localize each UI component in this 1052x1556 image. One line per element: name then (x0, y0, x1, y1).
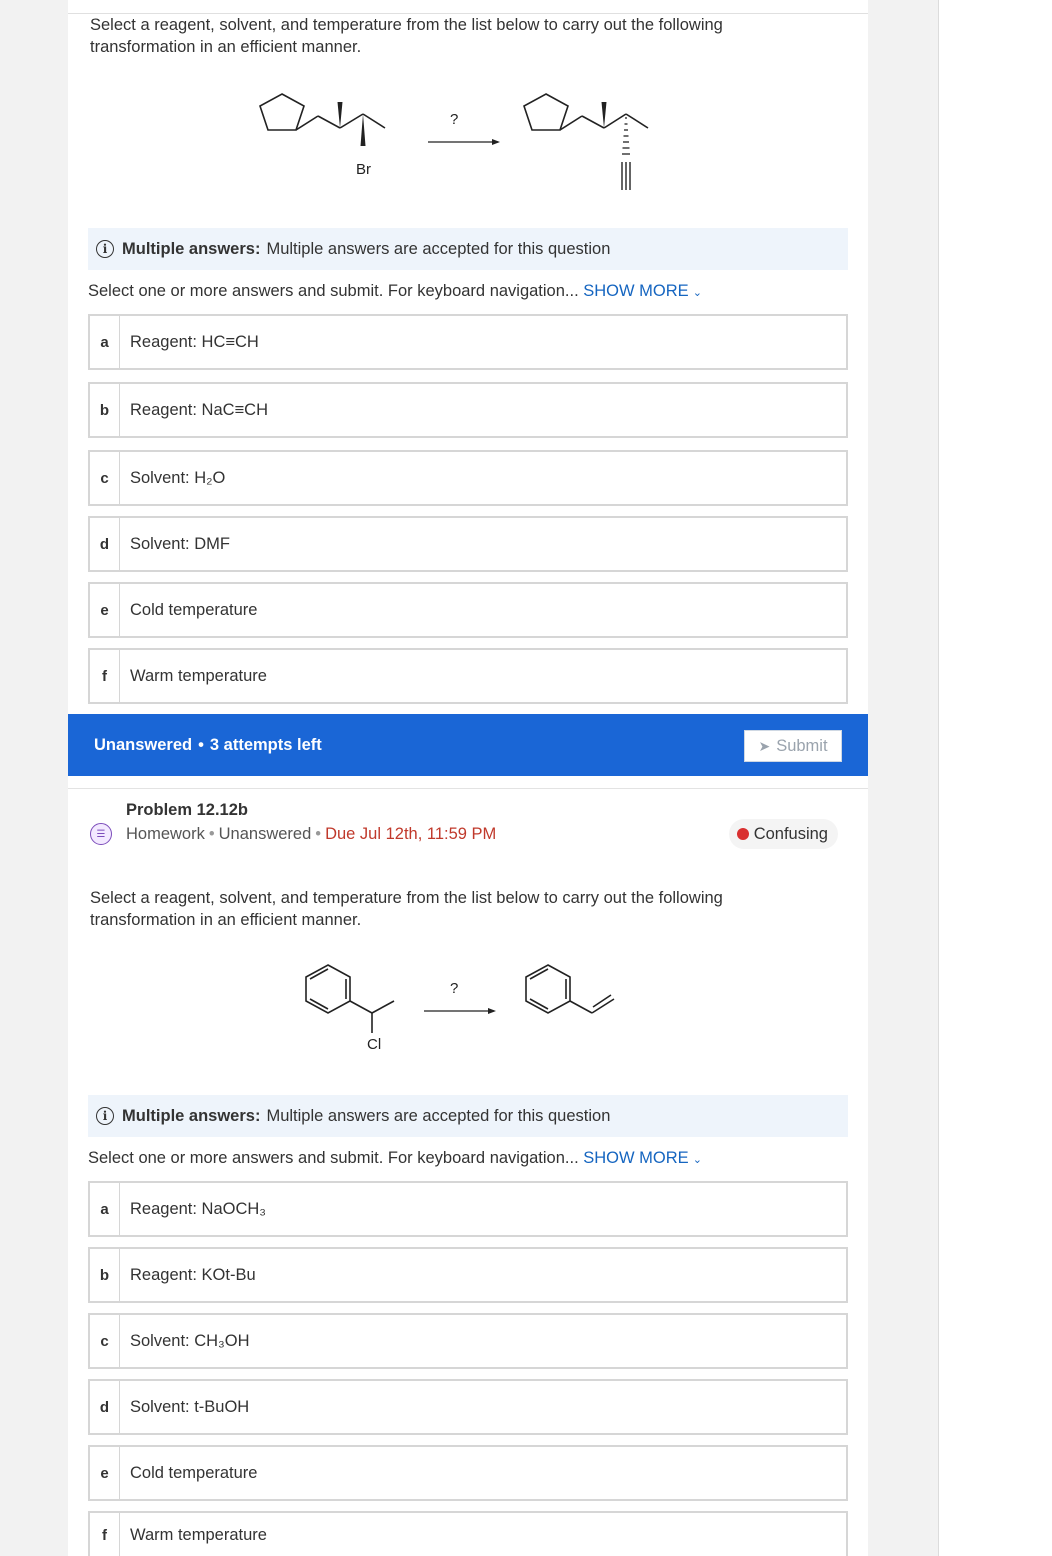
answer-option-b[interactable] (88, 382, 848, 438)
instructions-text: Select one or more answers and submit. For keyboard navigation... (88, 282, 579, 300)
option-letter: c (90, 1315, 120, 1367)
answer-option-e[interactable] (88, 1445, 848, 1501)
arrow-label: ? (450, 980, 459, 997)
show-more-link[interactable] (583, 282, 702, 300)
bromide-wedge (361, 114, 366, 146)
option-letter: a (90, 316, 120, 368)
answer-option-d[interactable] (88, 1379, 848, 1435)
status-state: Unanswered (94, 735, 193, 754)
attempts-left: 3 attempts left (209, 735, 322, 754)
page-left-gutter (0, 0, 68, 1556)
option-letter: e (90, 1447, 120, 1499)
answer-option-f[interactable] (88, 648, 848, 704)
option-text: Reagent: NaOCH₃ (130, 1199, 267, 1218)
option-text: Cold temperature (130, 1463, 258, 1482)
send-icon: ➤ (758, 737, 771, 754)
triple-bond (622, 162, 630, 190)
confusing-label: Confusing (753, 824, 828, 843)
alkyne-hash-bond (622, 118, 630, 154)
answer-option-a[interactable] (88, 314, 848, 370)
problem-card-1 (68, 14, 868, 714)
substituent-label: Br (356, 161, 371, 178)
instructions-text: Select one or more answers and submit. For keyboard navigation... (88, 1149, 579, 1167)
answer-option-c[interactable] (88, 1313, 848, 1369)
multiple-answers-info (88, 1095, 848, 1137)
arrow-label: ? (450, 111, 459, 128)
option-text: Solvent: t-BuOH (130, 1397, 250, 1416)
problem-prompt: Select a reagent, solvent, and temperature from the list below to carry out the following transformation in an efficient manner. (90, 16, 723, 56)
info-text: Multiple answers are accepted for this question (266, 1106, 611, 1125)
answer-option-c[interactable] (88, 450, 848, 506)
product-structure (526, 965, 614, 1013)
confusing-button[interactable] (729, 819, 838, 849)
instructions (88, 1149, 702, 1168)
answer-option-d[interactable] (88, 516, 848, 572)
homework-icon: ☰ (90, 823, 112, 845)
starting-material-structure (306, 965, 394, 1033)
confused-face-icon (737, 828, 749, 840)
right-rail (938, 0, 1052, 1556)
reaction-scheme (248, 957, 688, 1057)
info-bold: Multiple answers: (122, 1106, 261, 1125)
option-letter: a (90, 1183, 120, 1235)
reaction-scheme (248, 84, 688, 194)
problem-title: Problem 12.12b (126, 801, 248, 819)
show-more-label[interactable]: SHOW MORE (583, 1149, 689, 1167)
option-text: Cold temperature (130, 600, 258, 619)
option-text: Warm temperature (130, 1525, 267, 1544)
option-letter: b (90, 384, 120, 436)
submit-label: Submit (776, 736, 828, 755)
problem-state: Unanswered (218, 825, 312, 843)
info-bold: Multiple answers: (122, 239, 261, 258)
starting-material-structure (260, 94, 385, 130)
page-right-gutter (868, 0, 938, 1556)
product-structure (524, 94, 648, 130)
problem-card-2 (68, 788, 868, 1556)
instructions (88, 282, 702, 301)
answer-option-a[interactable] (88, 1181, 848, 1237)
status-text: Unanswered • 3 attempts left (94, 735, 322, 754)
info-icon: i (96, 1107, 114, 1125)
show-more-link[interactable] (583, 1149, 702, 1167)
option-letter: b (90, 1249, 120, 1301)
info-icon: i (96, 240, 114, 258)
submit-button[interactable] (744, 730, 842, 762)
due-date: Due Jul 12th, 11:59 PM (325, 825, 497, 843)
methyl-wedge (338, 102, 343, 128)
option-letter: c (90, 452, 120, 504)
option-letter: f (90, 1513, 120, 1556)
option-text: Solvent: DMF (130, 534, 230, 553)
option-text: Reagent: NaC≡CH (130, 400, 269, 419)
option-text: Solvent: H₂O (130, 468, 226, 487)
option-text: Solvent: CH₃OH (130, 1331, 250, 1350)
answer-status-bar (68, 714, 868, 776)
info-text: Multiple answers are accepted for this question (266, 239, 611, 258)
problem-meta: Homework • Unanswered • Due Jul 12th, 11:59 PM (126, 825, 497, 843)
show-more-label[interactable]: SHOW MORE (583, 282, 689, 300)
substituent-label: Cl (367, 1036, 382, 1053)
chevron-down-icon: ⌄ (692, 1154, 702, 1166)
option-text: Reagent: KOt-Bu (130, 1265, 256, 1284)
option-letter: f (90, 650, 120, 702)
methyl-wedge-product (602, 102, 607, 128)
answer-option-e[interactable] (88, 582, 848, 638)
chevron-down-icon: ⌄ (692, 287, 702, 299)
answer-option-b[interactable] (88, 1247, 848, 1303)
option-text: Reagent: HC≡CH (130, 332, 259, 351)
option-text: Warm temperature (130, 666, 267, 685)
multiple-answers-info (88, 228, 848, 270)
problem-prompt: Select a reagent, solvent, and temperature from the list below to carry out the following transformation in an efficient manner. (90, 889, 723, 929)
option-letter: e (90, 584, 120, 636)
answer-option-f[interactable] (88, 1511, 848, 1556)
option-letter: d (90, 1381, 120, 1433)
problem-category: Homework (126, 825, 205, 843)
option-letter: d (90, 518, 120, 570)
